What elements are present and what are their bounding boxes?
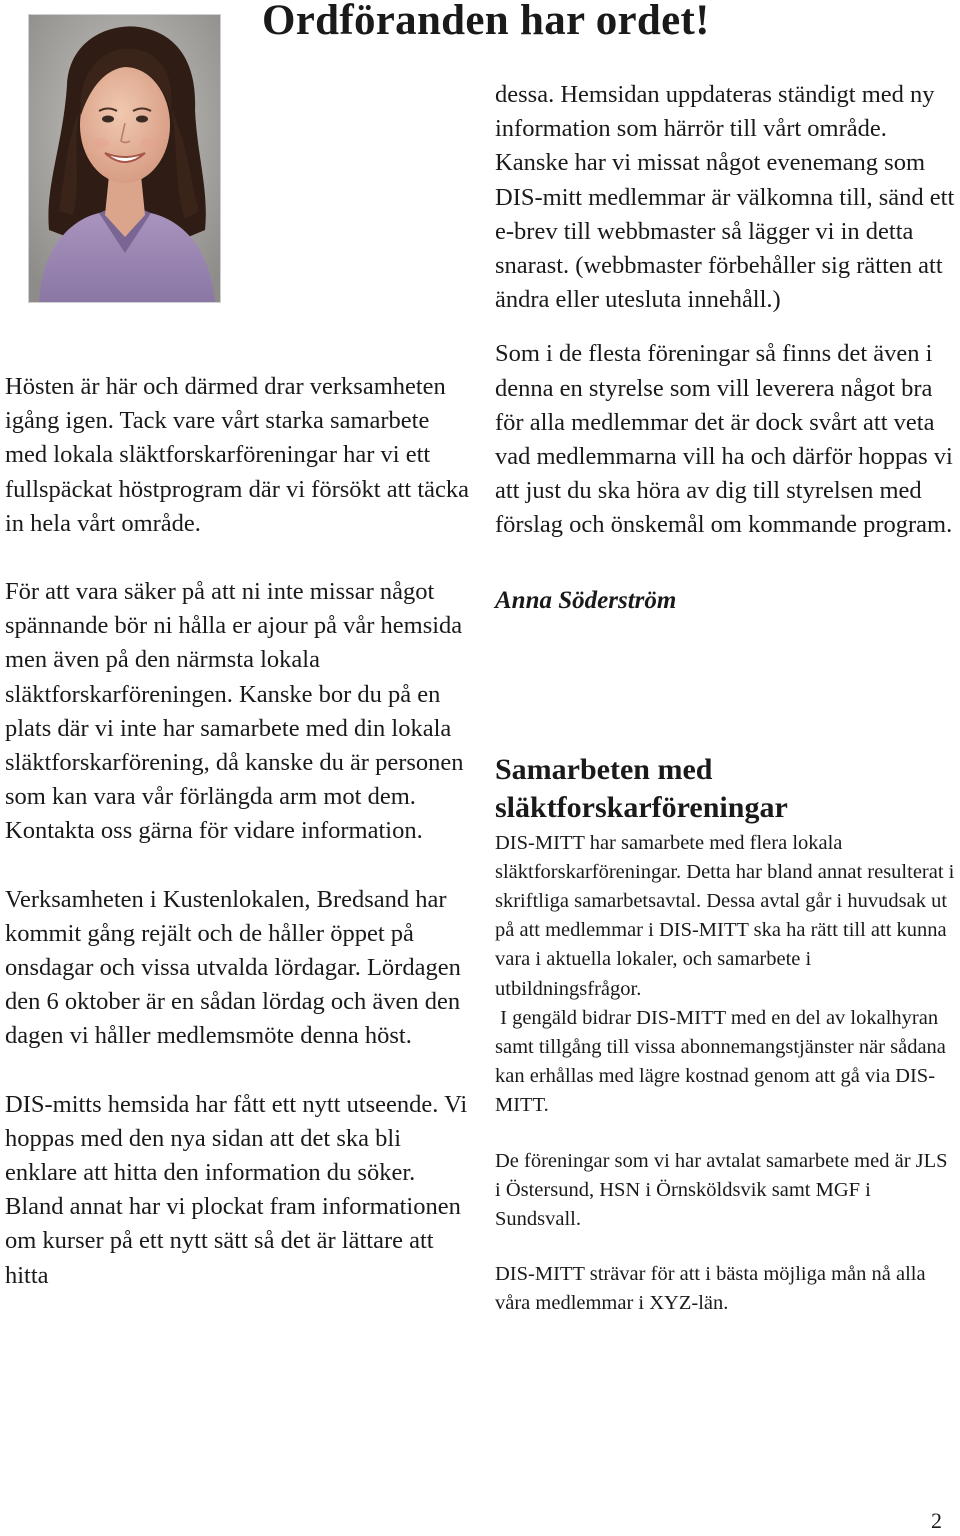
page-number: 2: [931, 1508, 942, 1533]
left-paragraph-1: Hösten är här och därmed drar verksamheten igång igen. Tack vare vårt starka samarbete med lokala släktforskarföreningar har vi ett fullspäckat höstprogram där vi försökt att täcka in hela vårt område.: [5, 373, 469, 537]
section-paragraph-2: I gengäld bidrar DIS-MITT med en del av lokalhyran samt tillgång till vissa abonnemangstjänster när sådana kan erhållas med lägre kostnad genom att gå via DIS-MITT.: [495, 1006, 952, 1117]
left-paragraph-4: DIS-mitts hemsida har fått ett nytt utseende. Vi hoppas med den nya sidan att det ska bli enklare att hitta den information du söker. Bland annat har vi plockat fram informationen om kurser på ett nytt sätt så det är lättare att hitta: [5, 1090, 468, 1289]
signature: Anna Söderström: [495, 586, 677, 614]
section-paragraph-3: De föreningar som vi har avtalat samarbete med är JLS i Östersund, HSN i Örnsköldsvik samt MGF i Sundsvall.: [495, 1149, 948, 1231]
section-heading: Samarbeten med släktforskarföreningar: [495, 752, 788, 824]
left-paragraph-2: För att vara säker på att ni inte missar något spännande bör ni hålla er ajour på vår hemsida men även på den närmsta lokala släktforskarföreningen. Kanske bor du på en plats där vi inte har samarbete med din lokala släktforskarförening, då kanske du är personen som kan vara vår förlängda arm mot dem. Kontakta oss gärna för vidare information.: [5, 578, 464, 845]
page-title: Ordföranden har ordet!: [262, 0, 710, 44]
left-paragraph-3: Verksamheten i Kustenlokalen, Bredsand har kommit gång rejält och de håller öppet på onsdagar och vissa utvalda lördagar. Lördagen den 6 oktober är en sådan lördag och även den dagen vi håller medlemsmöte denna höst.: [5, 885, 461, 1050]
right-paragraph-1: dessa. Hemsidan uppdateras ständigt med ny information som härrör till vårt område. Kanske har vi missat något evenemang som DIS-mitt medlemmar är välkomna till, sänd ett e-brev till webbmaster så lägger vi in detta snarast. (webbmaster förbehåller sig rätten att ändra eller utesluta innehåll.): [495, 81, 955, 314]
right-paragraph-2: Som i de flesta föreningar så finns det även i denna en styrelse som vill leverera något bra för alla medlemmar det är dock svårt att veta vad medlemmarna vill ha och därför hoppas vi att just du ska höra av dig till styrelsen med förslag och önskemål om kommande program.: [495, 340, 953, 539]
left-column: [5, 370, 475, 1293]
right-column: [495, 78, 957, 1319]
author-portrait-photo: [28, 14, 221, 303]
section-paragraph-4: DIS-MITT strävar för att i bästa möjliga mån nå alla våra medlemmar i XYZ-län.: [495, 1263, 926, 1315]
section-paragraph-1: DIS-MITT har samarbete med flera lokala släktforskarföreningar. Detta har bland annat resulterat i skriftliga samarbetsavtal. Dessa avtal går i huvudsak ut på att medlemmar i DIS-MITT ska ha rätt till att kunna vara i aktuella lokaler, och samarbete i utbildningsfrågor.: [495, 831, 955, 1000]
